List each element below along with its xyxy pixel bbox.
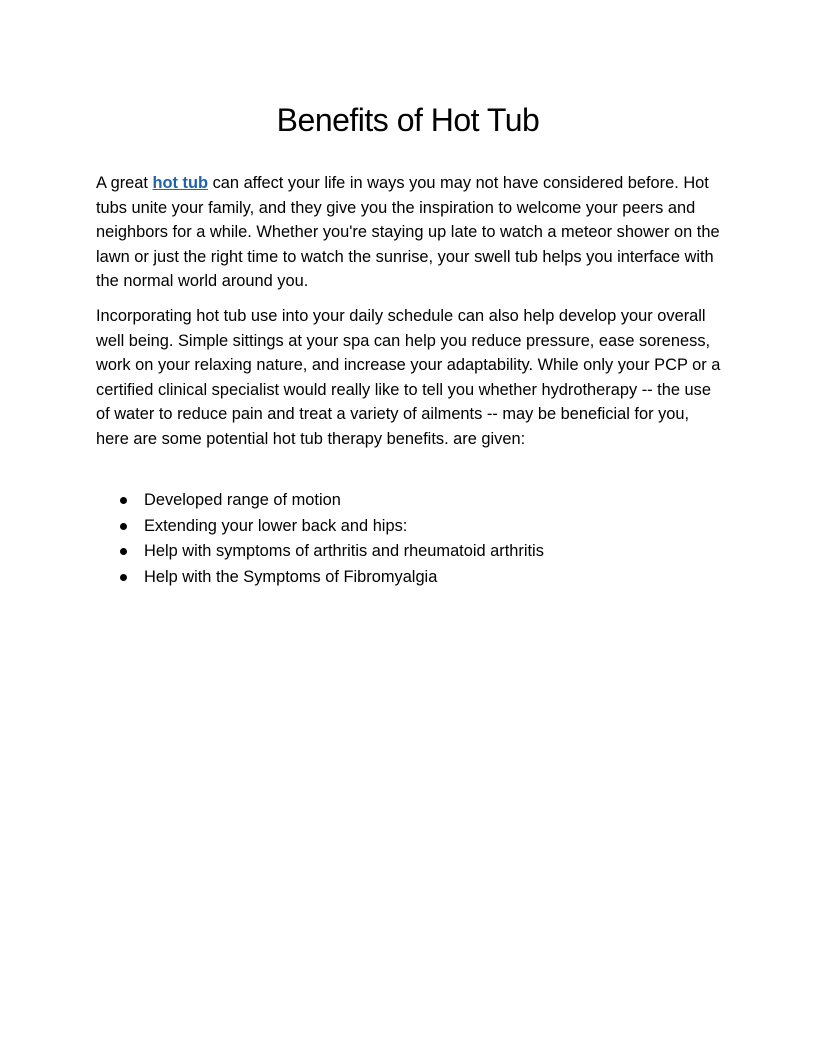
- list-item-text: Extending your lower back and hips:: [144, 516, 408, 535]
- intro-text-before-link: A great: [96, 174, 153, 192]
- list-item: [96, 565, 722, 591]
- intro-text-after-link: can affect your life in ways you may not have considered before. Hot tubs unite your family, and they give you the inspiration to welcome your peers and neighbors for a while. Whether you're staying up late to watch a meteor shower on the lawn or just the right time to watch the sunrise, your swell tub helps you interface with the normal world around you.: [96, 174, 720, 290]
- hot-tub-link[interactable]: hot tub: [152, 174, 209, 192]
- bullet-icon: [120, 497, 127, 504]
- benefits-list: [96, 488, 722, 590]
- intro-paragraph: [96, 171, 722, 294]
- list-item: [96, 488, 722, 514]
- bullet-icon: [120, 548, 127, 555]
- document-title: Benefits of Hot Tub: [276, 102, 540, 138]
- list-item: [96, 514, 722, 540]
- list-item: [96, 539, 722, 565]
- list-item-text: Developed range of motion: [144, 491, 341, 509]
- bullet-icon: [120, 574, 127, 581]
- list-item-text: Help with the Symptoms of Fibromyalgia: [144, 567, 438, 586]
- benefits-paragraph: Incorporating hot tub use into your daily schedule can also help develop your overall well being. Simple sittings at your spa can help you reduce pressure, ease soreness, work on your relaxing nature, and increase your adaptability. While only your PCP or a certified clinical specialist would really like to tell you whether hydrotherapy -- the use of water to reduce pain and treat a variety of ailments -- may be beneficial for you, here are some potential hot tub therapy benefits. are given:: [96, 307, 721, 448]
- bullet-icon: [120, 523, 127, 530]
- list-item-text: Help with symptoms of arthritis and rheumatoid arthritis: [144, 542, 544, 560]
